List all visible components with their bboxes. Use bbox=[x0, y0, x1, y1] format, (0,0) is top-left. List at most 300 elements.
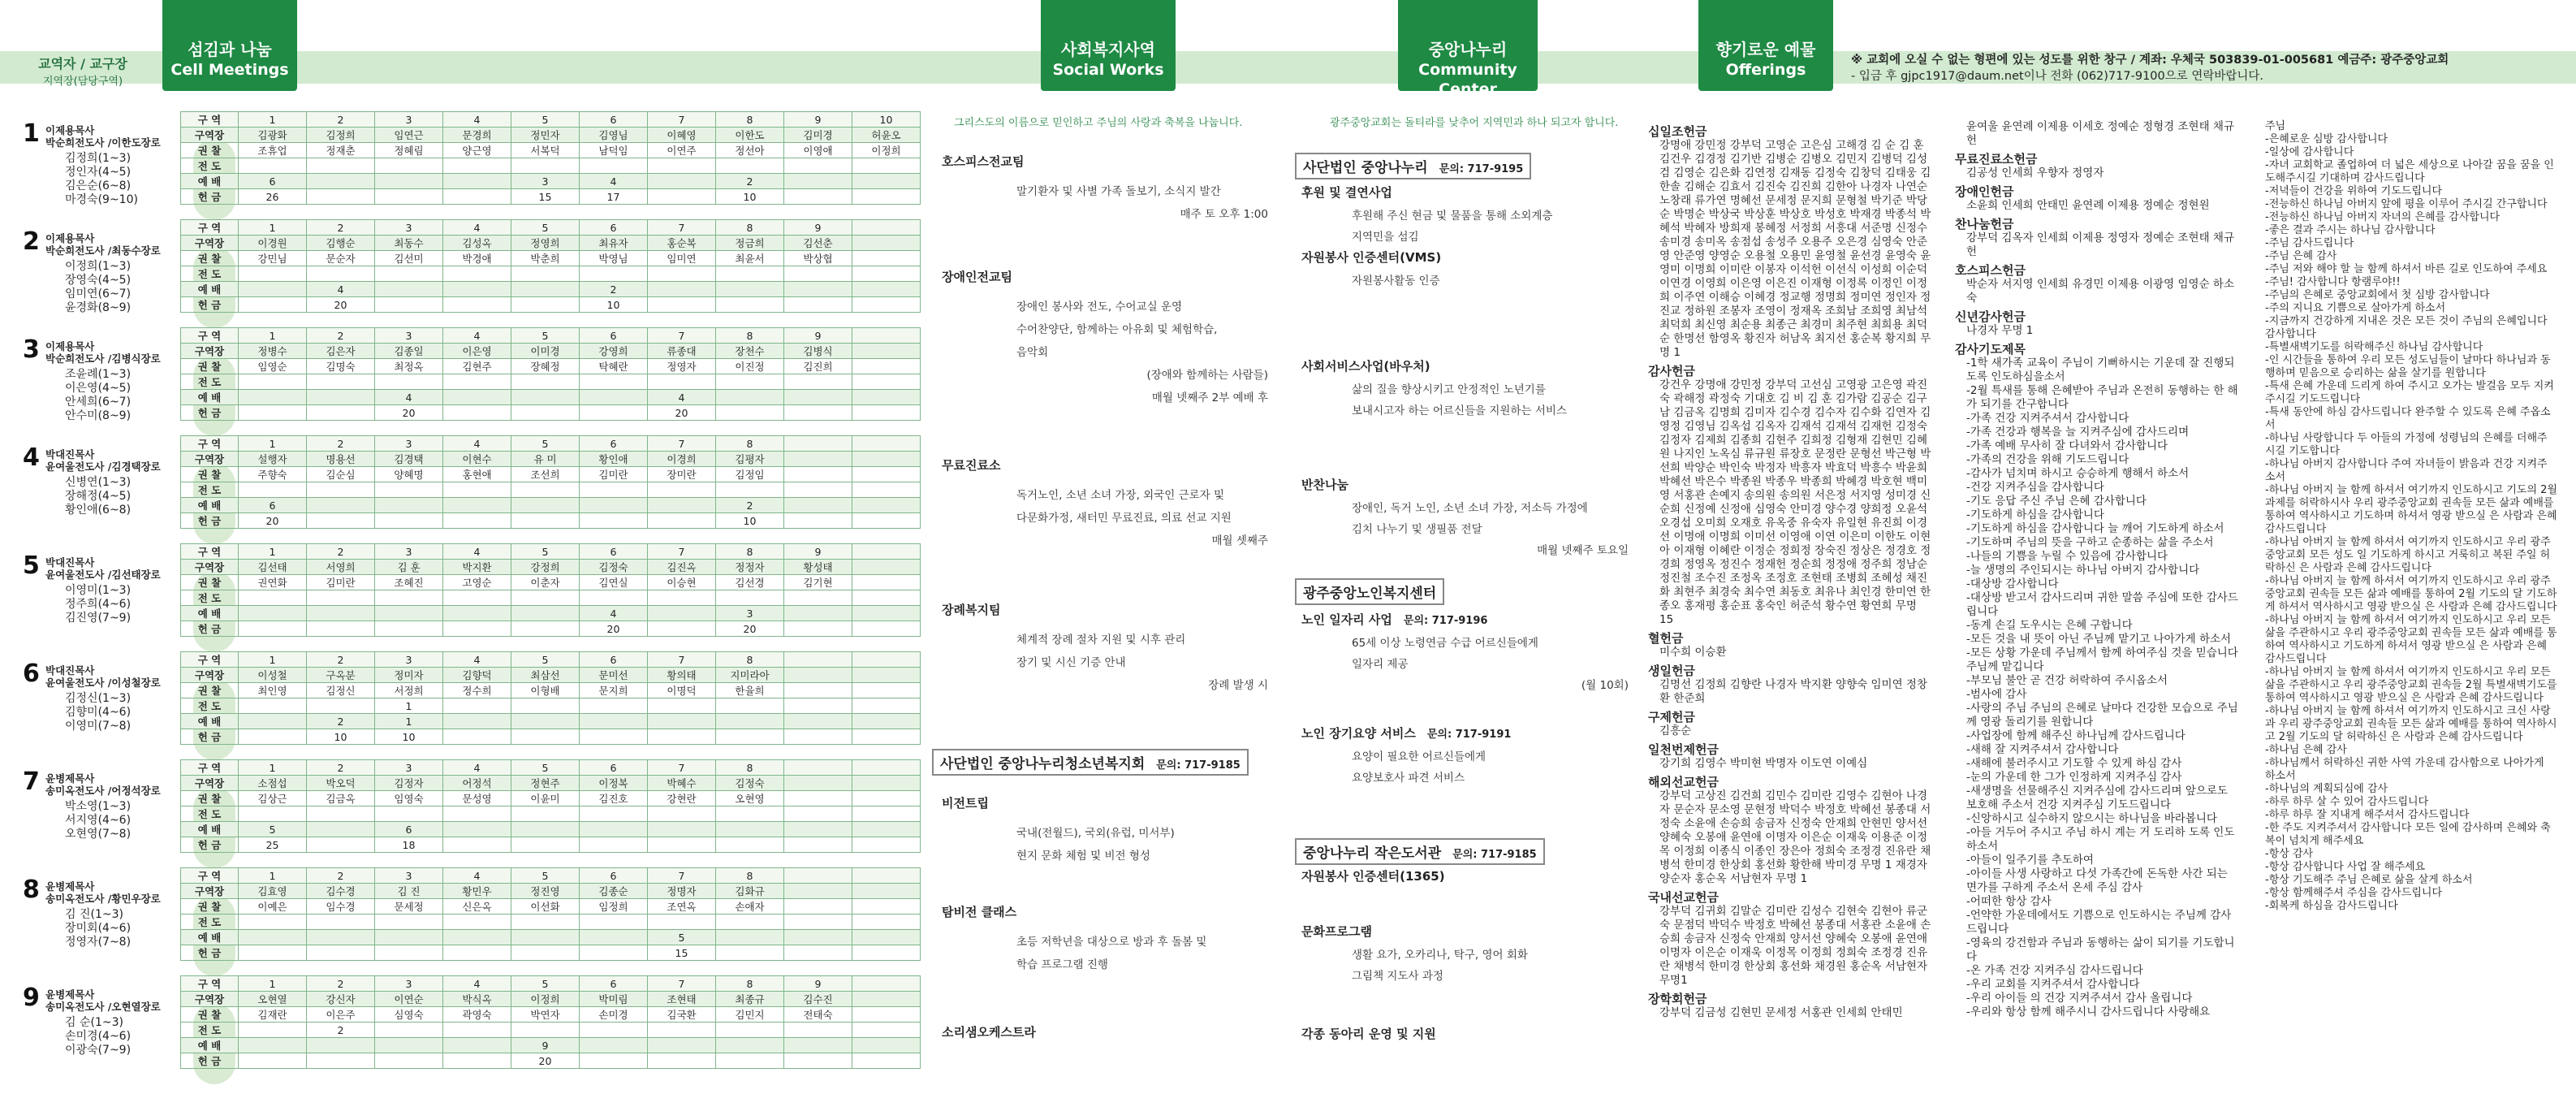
cell-value: 박혜수 bbox=[648, 776, 716, 791]
cell-value bbox=[511, 374, 580, 390]
cell-value: 4 bbox=[443, 976, 511, 992]
cell-value: 김효영 bbox=[239, 884, 307, 899]
community-program-name: 자원봉사 인증센터(1365) bbox=[1301, 869, 1445, 884]
cell-value: 6 bbox=[580, 976, 648, 992]
cell-value: 김 진 bbox=[375, 884, 443, 899]
cell-value bbox=[852, 930, 921, 945]
cell-value bbox=[580, 374, 648, 390]
social-work-line: 매주 토 오후 1:00 bbox=[1180, 208, 1268, 221]
cell-value bbox=[784, 822, 852, 837]
social-work-title: 장례복지팀 bbox=[942, 603, 1001, 617]
cell-value: 이경원 bbox=[239, 236, 307, 251]
offering-names: 강부덕 김옥자 인세희 이제용 정영자 정예순 조현태 채규헌 bbox=[1966, 231, 2234, 258]
cell-value: 소점섭 bbox=[239, 776, 307, 791]
offering-names: 소윤희 인세희 안태민 윤연례 이제용 정예순 정현원 bbox=[1966, 199, 2210, 212]
cell-value: 양근영 bbox=[443, 143, 511, 158]
offering-names: 강부덕 고상진 김건희 김민수 김미란 김영수 김현아 나경자 문순자 문소영 문현정 박덕수 박정호 박혜선 봉종대 서정숙 소윤애 손승희 송금자 신정숙 안재희 안현민 양서선 양혜숙 오봉애 윤연애 이명자 이은순 이재욱 이용준 이정목 이정희 이종식 이종인 장은아 정희숙 조정경 진유란 채병석 한미경 한상회 홍선화 황한해 박미경 무명 1 재경자 양순자 홍순옥 서남현자 무명 1 bbox=[1659, 789, 1931, 885]
cell-table-row bbox=[181, 760, 921, 776]
cell-value bbox=[784, 158, 852, 174]
cell-value bbox=[648, 806, 716, 822]
cell-value bbox=[716, 482, 784, 498]
cell-row-label: 전 도 bbox=[181, 266, 239, 282]
cell-value: 조휴업 bbox=[239, 143, 307, 158]
cell-value bbox=[784, 297, 852, 313]
cell-value bbox=[443, 930, 511, 945]
cell-value bbox=[375, 158, 443, 174]
cell-value: 3 bbox=[716, 606, 784, 621]
cell-value bbox=[375, 174, 443, 189]
cell-row-label: 예 배 bbox=[181, 282, 239, 297]
cell-value: 1 bbox=[239, 868, 307, 884]
cell-value: 3 bbox=[375, 976, 443, 992]
cell-value bbox=[784, 1023, 852, 1038]
community-program-line: 자원봉사활동 인증 bbox=[1352, 275, 1440, 288]
cell-value: 2 bbox=[307, 112, 375, 128]
cell-value: 박연자 bbox=[511, 1007, 580, 1023]
cell-value bbox=[307, 698, 375, 714]
cell-number: 9 bbox=[23, 984, 40, 1012]
social-work-line: (장애와 함께하는 사람들) bbox=[1146, 369, 1268, 382]
cell-value bbox=[784, 791, 852, 806]
cell-value: 김행순 bbox=[307, 236, 375, 251]
cell-value: 15 bbox=[648, 945, 716, 961]
offering-names: 김공성 인세희 우향자 정영자 bbox=[1966, 166, 2104, 179]
cell-value: 구옥분 bbox=[307, 668, 375, 683]
cell-value: 임영순 bbox=[239, 359, 307, 374]
youth-program-line: 국내(전월드), 국외(유럽, 미서부) bbox=[1016, 827, 1175, 840]
cell-row-label: 예 배 bbox=[181, 822, 239, 837]
cell-value bbox=[580, 158, 648, 174]
cell-value bbox=[307, 374, 375, 390]
cell-value: 한율희 bbox=[716, 683, 784, 698]
cell-value bbox=[648, 698, 716, 714]
cell-value bbox=[580, 1053, 648, 1069]
community-program-line: 보내시고자 하는 어르신들을 지원하는 서비스 bbox=[1352, 404, 1567, 417]
youth-program-title: 비전트립 bbox=[942, 796, 989, 811]
cell-value: 이춘자 bbox=[511, 575, 580, 590]
cell-value bbox=[511, 498, 580, 513]
cell-value bbox=[784, 899, 852, 915]
cell-value bbox=[784, 374, 852, 390]
cell-value bbox=[580, 915, 648, 930]
cell-value: 문순자 bbox=[307, 251, 375, 266]
cell-value bbox=[716, 266, 784, 282]
cell-value: 임정희 bbox=[580, 899, 648, 915]
cell-value: 1 bbox=[239, 328, 307, 344]
cell-value bbox=[648, 1038, 716, 1053]
cell-value bbox=[648, 174, 716, 189]
cell-row-label: 예 배 bbox=[181, 174, 239, 189]
cell-table-row bbox=[181, 189, 921, 205]
cell-value bbox=[648, 266, 716, 282]
cell-value: 김평자 bbox=[716, 452, 784, 467]
cell-value: 정수희 bbox=[443, 683, 511, 698]
cell-value bbox=[784, 698, 852, 714]
offering-heading: 구제헌금 bbox=[1648, 710, 1695, 724]
cell-value: 이혜영 bbox=[648, 128, 716, 143]
cell-value: 2 bbox=[716, 498, 784, 513]
cell-value bbox=[511, 1023, 580, 1038]
cell-table-row bbox=[181, 868, 921, 884]
cell-value: 황성태 bbox=[784, 560, 852, 575]
cell-value bbox=[852, 359, 921, 374]
cell-row-label: 예 배 bbox=[181, 390, 239, 405]
cell-value: 이진정 bbox=[716, 359, 784, 374]
cell-value: 박상협 bbox=[784, 251, 852, 266]
cell-value: 장혜정 bbox=[511, 359, 580, 374]
cell-value bbox=[648, 729, 716, 745]
cell-row-label: 전 도 bbox=[181, 482, 239, 498]
cell-value: 이연주 bbox=[648, 143, 716, 158]
cell-value bbox=[443, 189, 511, 205]
cell-value bbox=[511, 590, 580, 606]
tab-title-en: Community Center bbox=[1418, 61, 1517, 98]
cell-value bbox=[239, 297, 307, 313]
offering-names: 강부덕 김귀회 김말순 김미란 김성수 김현숙 김현아 류군숙 문점덕 박덕수 박정호 박혜선 봉종대 서홍관 소윤애 손승희 송금자 신정숙 안재희 양서선 양혜숙 오봉애 윤연애 이명자 이은순 이재욱 이정목 이정희 정희숙 조정경 진유란 채병석 한미경 한상회 홍선화 채경원 홍순옥 서남현자 무명1 bbox=[1659, 905, 1931, 987]
cell-value bbox=[307, 482, 375, 498]
cell-value: 서복덕 bbox=[511, 143, 580, 158]
cell-value: 1 bbox=[239, 652, 307, 668]
cell-row-label: 구역장 bbox=[181, 884, 239, 899]
community-program-title bbox=[1301, 184, 1392, 201]
cell-leader: 윤병제목사 송미옥전도사 /어정석장로 bbox=[45, 772, 161, 797]
cell-value bbox=[307, 266, 375, 282]
cell-value bbox=[716, 698, 784, 714]
cell-table-row bbox=[181, 930, 921, 945]
cell-value: 김정임 bbox=[716, 467, 784, 482]
cell-row-label: 권 찰 bbox=[181, 251, 239, 266]
cell-value: 임수경 bbox=[307, 899, 375, 915]
cell-members: 김정희(1~3) 정인자(4~5) 김은순(6~8) 마경숙(9~10) bbox=[65, 152, 138, 206]
cell-value bbox=[511, 806, 580, 822]
cell-row-label: 구 역 bbox=[181, 220, 239, 236]
cell-value bbox=[784, 760, 852, 776]
cell-value: 조현태 bbox=[648, 992, 716, 1007]
cell-value bbox=[784, 498, 852, 513]
cell-value bbox=[852, 467, 921, 482]
cell-group bbox=[0, 543, 942, 662]
cell-value bbox=[511, 405, 580, 421]
cell-value bbox=[511, 915, 580, 930]
tab-title-ko: 사회복지사역 bbox=[1061, 40, 1155, 59]
community-program-title bbox=[1301, 1025, 1436, 1042]
cell-row-label: 예 배 bbox=[181, 606, 239, 621]
cell-value: 김진희 bbox=[784, 359, 852, 374]
cell-value: 4 bbox=[648, 390, 716, 405]
community-program-line: 장애인, 독거 노인, 소년 소녀 가장, 저소득 가정에 bbox=[1352, 502, 1588, 515]
cell-value bbox=[648, 189, 716, 205]
cell-value bbox=[852, 992, 921, 1007]
cell-value: 박영님 bbox=[580, 251, 648, 266]
cell-value bbox=[852, 976, 921, 992]
cell-value bbox=[580, 1023, 648, 1038]
cell-table-row bbox=[181, 112, 921, 128]
cell-value bbox=[648, 1053, 716, 1069]
cell-value bbox=[784, 405, 852, 421]
cell-value bbox=[852, 482, 921, 498]
social-work-line: 장애인 봉사와 전도, 수어교실 운영 bbox=[1016, 301, 1183, 313]
cell-value bbox=[375, 189, 443, 205]
cell-row-label: 구 역 bbox=[181, 112, 239, 128]
cell-value: 5 bbox=[648, 930, 716, 945]
cell-value: 김금옥 bbox=[307, 791, 375, 806]
cell-value: 손미경 bbox=[580, 1007, 648, 1023]
cell-value: 문세정 bbox=[375, 899, 443, 915]
cell-row-label: 권 찰 bbox=[181, 1007, 239, 1023]
cell-value bbox=[852, 683, 921, 698]
cell-value bbox=[239, 621, 307, 637]
cell-value bbox=[852, 498, 921, 513]
cell-row-label: 구 역 bbox=[181, 652, 239, 668]
community-program-title bbox=[1301, 249, 1441, 266]
cell-value bbox=[307, 915, 375, 930]
cell-row-label: 전 도 bbox=[181, 806, 239, 822]
cell-value: 7 bbox=[648, 328, 716, 344]
cell-value bbox=[852, 544, 921, 560]
cell-table bbox=[180, 543, 921, 637]
cell-value bbox=[307, 390, 375, 405]
cell-value: 1 bbox=[239, 220, 307, 236]
cell-value: 김미란 bbox=[580, 467, 648, 482]
cell-table-row bbox=[181, 328, 921, 344]
cell-value: 1 bbox=[375, 714, 443, 729]
cell-number: 6 bbox=[23, 659, 40, 688]
cell-value: 20 bbox=[716, 621, 784, 637]
cell-value: 김선경 bbox=[716, 575, 784, 590]
cell-value: 정병수 bbox=[239, 344, 307, 359]
cell-value bbox=[443, 590, 511, 606]
offering-names: 미수희 이승환 bbox=[1659, 646, 1727, 659]
cell-value: 심영숙 bbox=[375, 1007, 443, 1023]
cell-value: 5 bbox=[511, 328, 580, 344]
cell-value: 3 bbox=[375, 544, 443, 560]
cell-value: 7 bbox=[648, 436, 716, 452]
cell-value: 김정숙 bbox=[716, 776, 784, 791]
cell-value: 오현열 bbox=[239, 992, 307, 1007]
cell-value: 류종대 bbox=[648, 344, 716, 359]
cell-number: 5 bbox=[23, 551, 40, 580]
cell-value: 6 bbox=[239, 174, 307, 189]
cell-row-label: 헌 금 bbox=[181, 1053, 239, 1069]
cell-value bbox=[852, 652, 921, 668]
cell-table-row bbox=[181, 236, 921, 251]
cell-number: 2 bbox=[23, 227, 40, 256]
offering-names: 강건우 강명애 강민정 강부덕 고선심 고영광 고은영 곽진숙 곽해정 곽정숙 기대호 김 비 김 훈 김가람 김공순 김구남 김금옥 김명희 김미자 김수경 김수자 김수화 김연자 김영정 김영님 김옥섭 김옥자 김재석 김재석 김재헌 김정숙 김정자 김제희 김종희 김현주 김희정 김형재 김현민 김혜원 나지인 노옥심 류규원 류장호 문정란 문형선 박근형 박선희 박양순 박인숙 박정자 박흥자 박효덕 박흥수 박윤희 박혜선 박은수 박종원 박종우 박종희 박혜경 박호현 백미영 서홍관 손예지 송의원 송의원 서은정 서지영 성미경 신순희 신정예 신정애 심영숙 안미경 양수경 양희정 오윤석 오경섭 오미희 오재호 유옥중 유숙자 유일현 유진희 이경선 이명애 이명희 이미선 이영애 이연 이은미 이한도 이현아 이재형 이혜란 이정순 정희정 장숙진 정상은 정경호 정경희 정영옥 정진수 정재헌 정순희 정정애 정주희 정남순 정진철 조수진 조정옥 조정호 조현태 조병희 조혜성 채진화 최현주 최경숙 최수연 최동호 최유나 최인경 한미연 한종오 홍재평 홍순표 홍숙인 허준석 황수연 황연희 무명 15 bbox=[1659, 378, 1931, 626]
cell-table bbox=[180, 867, 921, 961]
cell-value bbox=[716, 158, 784, 174]
community-program-title bbox=[1301, 724, 1511, 742]
cell-value bbox=[852, 776, 921, 791]
community-program-line: 요양이 필요한 어르신들에게 bbox=[1352, 750, 1486, 763]
cell-row-label: 권 찰 bbox=[181, 575, 239, 590]
cell-value: 20 bbox=[511, 1053, 580, 1069]
cell-value: 김경택 bbox=[375, 452, 443, 467]
cell-value bbox=[307, 189, 375, 205]
cell-value: 3 bbox=[375, 220, 443, 236]
cell-row-label: 구역장 bbox=[181, 236, 239, 251]
cell-value bbox=[443, 498, 511, 513]
cell-value bbox=[375, 498, 443, 513]
cell-value: 8 bbox=[716, 760, 784, 776]
cell-value bbox=[580, 405, 648, 421]
cell-value: 양혜명 bbox=[375, 467, 443, 482]
cell-value bbox=[443, 374, 511, 390]
cell-row-label: 구역장 bbox=[181, 128, 239, 143]
community-section-box bbox=[1295, 838, 1545, 865]
cell-row-label: 권 찰 bbox=[181, 899, 239, 915]
cell-value: 3 bbox=[375, 868, 443, 884]
cell-row-label: 권 찰 bbox=[181, 791, 239, 806]
cell-value bbox=[648, 282, 716, 297]
cell-value: 김진호 bbox=[580, 791, 648, 806]
cell-value: 황민우 bbox=[443, 884, 511, 899]
community-program-title bbox=[1301, 476, 1348, 493]
cell-value: 3 bbox=[375, 112, 443, 128]
cell-value: 어정석 bbox=[443, 776, 511, 791]
community-program-phone: 문의: 717-9191 bbox=[1426, 729, 1512, 741]
social-work-line: 수어찬양단, 함께하는 아유회 및 체험학습, bbox=[1016, 323, 1218, 336]
cell-leader: 윤병제목사 송미옥전도사 /황민우장로 bbox=[45, 880, 161, 905]
cell-value: 이은영 bbox=[443, 344, 511, 359]
cell-value: 5 bbox=[511, 544, 580, 560]
community-section-box bbox=[1295, 153, 1531, 179]
cell-value bbox=[511, 513, 580, 529]
cell-group bbox=[0, 651, 942, 770]
cell-value: 권연화 bbox=[239, 575, 307, 590]
cell-value: 박식옥 bbox=[443, 992, 511, 1007]
cell-value bbox=[443, 390, 511, 405]
cell-value: 5 bbox=[239, 822, 307, 837]
cell-leader: 이제용목사 박순희전도사 /김병식장로 bbox=[45, 340, 161, 365]
cell-value: 이명덕 bbox=[648, 683, 716, 698]
cell-row-label: 전 도 bbox=[181, 158, 239, 174]
offering-names: 강기희 김영수 박미현 박명자 이도연 이예심 bbox=[1659, 757, 1868, 770]
cell-value: 2 bbox=[716, 174, 784, 189]
youth-center-phone: 문의: 717-9185 bbox=[1156, 759, 1241, 772]
cell-value bbox=[443, 297, 511, 313]
cell-value: 9 bbox=[511, 1038, 580, 1053]
cell-value: 5 bbox=[511, 760, 580, 776]
cell-value: 김영님 bbox=[580, 128, 648, 143]
cell-value: 20 bbox=[375, 405, 443, 421]
cell-table-row bbox=[181, 374, 921, 390]
offerings-column-2 bbox=[1955, 120, 2239, 1019]
cell-row-label: 구 역 bbox=[181, 976, 239, 992]
community-program-title bbox=[1301, 357, 1430, 374]
social-work-line: 체계적 장례 절차 지원 및 시후 관리 bbox=[1016, 633, 1186, 646]
cell-value bbox=[580, 390, 648, 405]
cell-number: 7 bbox=[23, 768, 40, 796]
cell-row-label: 권 찰 bbox=[181, 143, 239, 158]
cell-value: 이정희 bbox=[852, 143, 921, 158]
cell-value bbox=[443, 1053, 511, 1069]
cell-value: 정혜림 bbox=[375, 143, 443, 158]
cell-value: 이승현 bbox=[648, 575, 716, 590]
cell-value bbox=[580, 714, 648, 729]
cell-value: 김국환 bbox=[648, 1007, 716, 1023]
cell-value: 1 bbox=[239, 112, 307, 128]
cell-value: 이은주 bbox=[307, 1007, 375, 1023]
community-program-phone: 문의: 717-9196 bbox=[1403, 615, 1488, 627]
cell-table-row bbox=[181, 621, 921, 637]
cell-value bbox=[852, 668, 921, 683]
cell-table bbox=[180, 975, 921, 1069]
community-program-name: 노인 장기요양 서비스 bbox=[1301, 726, 1416, 741]
cell-value: 6 bbox=[580, 328, 648, 344]
cell-table-row bbox=[181, 822, 921, 837]
cell-value: 2 bbox=[307, 714, 375, 729]
cell-value bbox=[784, 668, 852, 683]
cell-value bbox=[852, 868, 921, 884]
cell-value bbox=[580, 698, 648, 714]
cell-value: 박지환 bbox=[443, 560, 511, 575]
cell-value: 조혜진 bbox=[375, 575, 443, 590]
cell-table-row bbox=[181, 714, 921, 729]
cell-value: 문지희 bbox=[580, 683, 648, 698]
cell-members: 김 진(1~3) 장미회(4~6) 정영자(7~8) bbox=[65, 908, 132, 949]
cell-value: 3 bbox=[375, 328, 443, 344]
cell-value: 이한도 bbox=[716, 128, 784, 143]
cell-value bbox=[852, 606, 921, 621]
cell-value: 5 bbox=[511, 976, 580, 992]
cell-value: 임영숙 bbox=[375, 791, 443, 806]
cell-value bbox=[307, 1053, 375, 1069]
cell-table bbox=[180, 435, 921, 529]
cell-value: 8 bbox=[716, 544, 784, 560]
cell-value: 김미경 bbox=[784, 128, 852, 143]
cell-value bbox=[852, 374, 921, 390]
cell-value: 김명숙 bbox=[307, 359, 375, 374]
tab-title-en: Social Works bbox=[1052, 61, 1164, 79]
cell-value: 김은자 bbox=[307, 344, 375, 359]
cell-value: 7 bbox=[648, 868, 716, 884]
cell-value bbox=[852, 344, 921, 359]
cell-group bbox=[0, 219, 942, 338]
cell-value bbox=[239, 930, 307, 945]
cell-value: 손애자 bbox=[716, 899, 784, 915]
social-works-intro: 그리스도의 이름으로 믿인하고 주님의 사랑과 축복을 나눕니다. bbox=[954, 117, 1243, 129]
cell-value: 9 bbox=[784, 976, 852, 992]
cell-value: 4 bbox=[307, 282, 375, 297]
cell-value: 김선미 bbox=[375, 251, 443, 266]
cell-value: 4 bbox=[443, 760, 511, 776]
offering-names: 강부덕 김금성 김현민 문세정 서홍관 인세희 안태민 bbox=[1659, 1006, 1903, 1019]
cell-value bbox=[443, 1023, 511, 1038]
cell-value: 2 bbox=[307, 544, 375, 560]
cell-value: 고영순 bbox=[443, 575, 511, 590]
cell-row-label: 헌 금 bbox=[181, 945, 239, 961]
cell-value: 15 bbox=[511, 189, 580, 205]
cell-value bbox=[716, 297, 784, 313]
youth-program-title: 소리샘오케스트라 bbox=[942, 1025, 1036, 1040]
cell-value: 2 bbox=[307, 976, 375, 992]
cell-value: 박경애 bbox=[443, 251, 511, 266]
cell-row-label: 전 도 bbox=[181, 1023, 239, 1038]
cell-value: 오현영 bbox=[716, 791, 784, 806]
cell-value: 장미란 bbox=[648, 467, 716, 482]
cell-leader: 박대진목사 윤여울전도사 /이성철장로 bbox=[45, 664, 161, 689]
cell-value bbox=[511, 266, 580, 282]
cell-row-label: 헌 금 bbox=[181, 297, 239, 313]
cell-value bbox=[580, 806, 648, 822]
cell-value: 정미자 bbox=[375, 668, 443, 683]
cell-value bbox=[580, 837, 648, 853]
cell-group bbox=[0, 975, 942, 1094]
cell-value bbox=[511, 482, 580, 498]
cell-value: 서정희 bbox=[375, 683, 443, 698]
cell-value bbox=[511, 714, 580, 729]
cell-value: 10 bbox=[375, 729, 443, 745]
